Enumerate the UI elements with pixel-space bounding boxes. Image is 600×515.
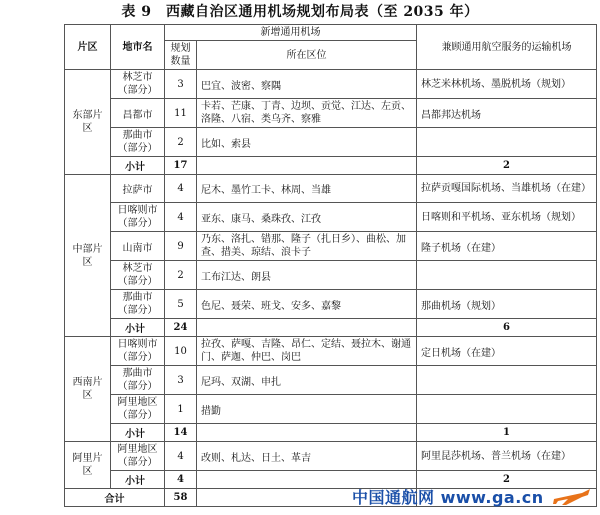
subtotal-dual: 1 — [417, 424, 597, 442]
dual-cell — [417, 261, 597, 290]
subtotal-label: 小计 — [111, 319, 165, 337]
airport-plan-table — [64, 24, 597, 507]
count-cell: 3 — [165, 70, 197, 99]
location-cell: 措勤 — [197, 395, 417, 424]
city-cell: 拉萨市 — [111, 175, 165, 203]
table-row — [65, 203, 597, 232]
count-cell: 10 — [165, 337, 197, 366]
location-cell: 亚东、康马、桑珠孜、江孜 — [197, 203, 417, 232]
dual-cell — [417, 366, 597, 395]
dual-cell: 林芝米林机场、墨脱机场（规划） — [417, 70, 597, 99]
site-watermark — [352, 483, 592, 511]
table-row — [65, 290, 597, 319]
subtotal-count: 17 — [165, 157, 197, 175]
header-count: 规划数量 — [165, 41, 197, 70]
dual-cell: 定日机场（在建） — [417, 337, 597, 366]
count-cell: 11 — [165, 99, 197, 128]
subtotal-label: 小计 — [111, 424, 165, 442]
table-row — [65, 128, 597, 157]
location-cell: 拉孜、萨嘎、吉隆、昂仁、定结、聂拉木、谢通门、萨迦、仲巴、岗巴 — [197, 337, 417, 366]
count-cell: 2 — [165, 128, 197, 157]
location-cell: 尼木、墨竹工卡、林周、当雄 — [197, 175, 417, 203]
subtotal-label: 小计 — [111, 471, 165, 489]
table-row — [65, 261, 597, 290]
watermark-text: 中国通航网 www.ga.cn — [352, 488, 544, 507]
header-dual-use: 兼顾通用航空服务的运输机场 — [417, 25, 597, 70]
count-cell: 3 — [165, 366, 197, 395]
city-cell: 那曲市（部分） — [111, 290, 165, 319]
count-cell: 1 — [165, 395, 197, 424]
city-cell: 山南市 — [111, 232, 165, 261]
subtotal-row — [65, 157, 597, 175]
location-cell: 色尼、聂荣、班戈、安多、嘉黎 — [197, 290, 417, 319]
dual-cell: 昌都邦达机场 — [417, 99, 597, 128]
dual-cell — [417, 395, 597, 424]
subtotal-row — [65, 319, 597, 337]
subtotal-count: 24 — [165, 319, 197, 337]
city-cell: 林芝市（部分） — [111, 70, 165, 99]
city-cell: 日喀则市（部分） — [111, 337, 165, 366]
subtotal-row — [65, 424, 597, 442]
location-cell: 巴宜、波密、察隅 — [197, 70, 417, 99]
location-cell: 乃东、洛扎、错那、隆子（扎日乡）、曲松、加查、措美、琼结、浪卡子 — [197, 232, 417, 261]
location-cell: 改则、札达、日土、革吉 — [197, 442, 417, 471]
dual-cell: 阿里昆莎机场、普兰机场（在建） — [417, 442, 597, 471]
subtotal-count: 4 — [165, 471, 197, 489]
table-title: 表 9 西藏自治区通用机场规划布局表（至 2035 年） — [121, 4, 479, 20]
count-cell: 4 — [165, 175, 197, 203]
table-row — [65, 99, 597, 128]
subtotal-label: 小计 — [111, 157, 165, 175]
dual-cell: 隆子机场（在建） — [417, 232, 597, 261]
header-region: 片区 — [65, 25, 111, 70]
region-cell: 西南片区 — [65, 337, 111, 442]
region-cell: 阿里片区 — [65, 442, 111, 489]
city-cell: 那曲市（部分） — [111, 366, 165, 395]
table-row — [65, 232, 597, 261]
dual-cell: 拉萨贡嘎国际机场、当雄机场（在建） — [417, 175, 597, 203]
count-cell: 5 — [165, 290, 197, 319]
location-cell: 比如、索县 — [197, 128, 417, 157]
location-cell: 尼玛、双湖、申扎 — [197, 366, 417, 395]
subtotal-count: 14 — [165, 424, 197, 442]
header-new-airports: 新增通用机场 — [165, 25, 417, 41]
table-row — [65, 366, 597, 395]
region-cell: 东部片区 — [65, 70, 111, 175]
table-row — [65, 70, 597, 99]
header-location: 所在区位 — [197, 41, 417, 70]
city-cell: 林芝市（部分） — [111, 261, 165, 290]
count-cell: 9 — [165, 232, 197, 261]
table-row — [65, 337, 597, 366]
table-row — [65, 175, 597, 203]
count-cell: 2 — [165, 261, 197, 290]
location-cell: 卡若、芒康、丁青、边坝、贡觉、江达、左贡、洛隆、八宿、类乌齐、察雅 — [197, 99, 417, 128]
count-cell: 4 — [165, 442, 197, 471]
total-count: 58 — [165, 489, 197, 507]
subtotal-dual: 2 — [417, 157, 597, 175]
total-label: 合计 — [65, 489, 165, 507]
subtotal-dual: 2 — [417, 471, 597, 489]
header-city: 地市名 — [111, 25, 165, 70]
location-cell: 工布江达、朗县 — [197, 261, 417, 290]
dual-cell — [417, 128, 597, 157]
city-cell: 那曲市（部分） — [111, 128, 165, 157]
dual-cell: 那曲机场（规划） — [417, 290, 597, 319]
city-cell: 阿里地区（部分） — [111, 395, 165, 424]
city-cell: 阿里地区（部分） — [111, 442, 165, 471]
airplane-icon — [552, 483, 592, 509]
dual-cell: 日喀则和平机场、亚东机场（规划） — [417, 203, 597, 232]
table-row — [65, 395, 597, 424]
city-cell: 昌都市 — [111, 99, 165, 128]
city-cell: 日喀则市（部分） — [111, 203, 165, 232]
count-cell: 4 — [165, 203, 197, 232]
region-cell: 中部片区 — [65, 175, 111, 337]
table-row — [65, 442, 597, 471]
subtotal-dual: 6 — [417, 319, 597, 337]
